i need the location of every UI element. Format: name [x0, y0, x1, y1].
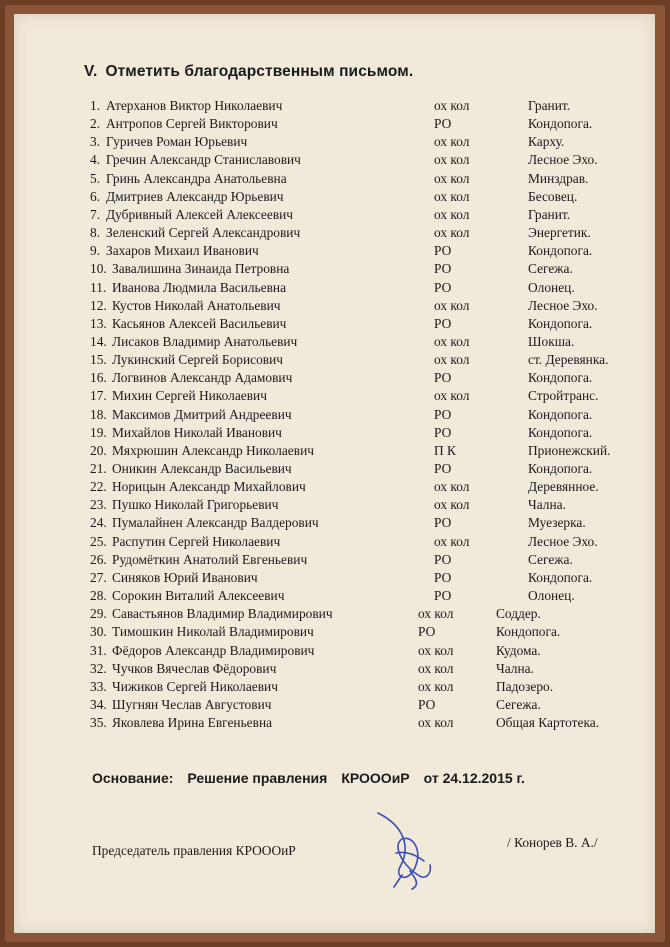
list-item: [0, 315, 670, 333]
location: Олонец.: [528, 279, 575, 295]
list-item: [0, 696, 670, 714]
organization: РО: [418, 624, 436, 640]
list-item: [0, 351, 670, 369]
location: Кондопога.: [528, 569, 593, 585]
person-name: Яковлева Ирина Евгеньевна: [112, 715, 273, 731]
item-number: 1.: [90, 98, 101, 113]
person-name: Гринь Александра Анатольевна: [106, 170, 287, 186]
location: Прионежский.: [528, 442, 611, 458]
organization: РО: [434, 315, 452, 331]
person-name: Рудомёткин Анатолий Евгеньевич: [112, 551, 308, 567]
item-number: 4.: [90, 152, 101, 168]
location: Деревянное.: [528, 479, 599, 495]
location: Гранит.: [528, 206, 571, 222]
organization: ох кол: [434, 352, 470, 368]
organization: ох кол: [434, 479, 470, 495]
item-number: 16.: [90, 370, 107, 386]
basis-text: Решение правления: [187, 770, 328, 786]
list-item: [0, 587, 670, 605]
item-number: 19.: [90, 424, 107, 440]
list-item: [0, 206, 670, 224]
person-name: Оникин Александр Васильевич: [112, 461, 292, 476]
organization: ох кол: [418, 715, 454, 731]
list-item: [0, 496, 670, 514]
location: Олонец.: [528, 588, 575, 604]
list-item: [0, 714, 670, 732]
person-name: Захаров Михаил Иванович: [106, 243, 259, 259]
list-item: [0, 133, 670, 151]
basis-line: [92, 770, 539, 786]
chairman-name: / Конорев В. А./: [507, 835, 598, 850]
location: Бесовец.: [528, 188, 578, 204]
location: ст. Деревянка.: [528, 352, 609, 368]
location: Сегежа.: [528, 551, 573, 567]
organization: П К: [434, 442, 456, 458]
section-number: V.: [84, 63, 98, 80]
location: Шокша.: [528, 333, 575, 349]
person-name: Завалишина Зинаида Петровна: [112, 261, 290, 277]
organization: РО: [434, 243, 452, 259]
person-name: Пумалайнен Александр Валдерович: [112, 515, 319, 531]
item-number: 20.: [90, 442, 107, 458]
organization: РО: [434, 551, 452, 567]
item-number: 10.: [90, 261, 107, 277]
item-number: 23.: [90, 497, 107, 513]
handwritten-signature: [372, 805, 442, 890]
location: Лесное Эхо.: [528, 533, 598, 549]
list-item: [0, 514, 670, 532]
item-number: 35.: [90, 715, 107, 731]
organization: РО: [418, 696, 436, 712]
item-number: 25.: [90, 533, 107, 549]
organization: РО: [434, 279, 452, 295]
list-item: [0, 424, 670, 442]
location: Кондопога.: [528, 315, 593, 331]
person-name: Михин Сергей Николаевич: [112, 388, 267, 404]
person-name: Лукинский Сергей Борисович: [112, 352, 284, 368]
organization: ох кол: [434, 170, 470, 186]
organization: РО: [434, 461, 452, 476]
list-item: [0, 533, 670, 551]
person-name: Гуричев Роман Юрьевич: [106, 134, 248, 150]
organization: РО: [434, 370, 452, 386]
list-item: [0, 442, 670, 460]
person-name: Сорокин Виталий Алексеевич: [112, 588, 285, 604]
item-number: 12.: [90, 297, 107, 313]
item-number: 8.: [90, 225, 101, 241]
organization: РО: [434, 515, 452, 531]
organization: РО: [434, 116, 452, 132]
item-number: 5.: [90, 170, 101, 186]
item-number: 11.: [90, 279, 107, 295]
organization: ох кол: [434, 333, 470, 349]
list-item: [0, 478, 670, 496]
item-number: 2.: [90, 116, 101, 132]
location: Сегежа.: [528, 261, 573, 277]
item-number: 24.: [90, 515, 107, 531]
organization: ох кол: [434, 533, 470, 549]
person-name: Норицын Александр Михайлович: [112, 479, 306, 495]
organization: ох кол: [434, 98, 470, 113]
location: Минздрав.: [528, 170, 589, 186]
person-name: Зеленский Сергей Александрович: [106, 225, 301, 241]
person-name: Тимошкин Николай Владимирович: [112, 624, 314, 640]
person-name: Чижиков Сергей Николаевич: [112, 678, 278, 694]
item-number: 13.: [90, 315, 107, 331]
person-name: Савастьянов Владимир Владимирович: [112, 606, 333, 622]
location: Кондопога.: [528, 116, 593, 132]
item-number: 32.: [90, 660, 107, 676]
list-item: [0, 551, 670, 569]
person-name: Дмитриев Александр Юрьевич: [106, 188, 284, 204]
list-item: [0, 224, 670, 242]
location: Стройтранс.: [528, 388, 599, 404]
location: Карху.: [528, 134, 565, 150]
organization: РО: [434, 569, 452, 585]
item-number: 7.: [90, 206, 101, 222]
item-number: 15.: [90, 352, 107, 368]
list-item: [0, 279, 670, 297]
list-item: [0, 151, 670, 169]
location: Лесное Эхо.: [528, 297, 598, 313]
person-name: Гречин Александр Станиславович: [106, 152, 301, 168]
person-name: Чучков Вячеслав Фёдорович: [112, 660, 277, 676]
list-item: [0, 678, 670, 696]
item-number: 9.: [90, 243, 101, 259]
organization: ох кол: [434, 206, 470, 222]
person-name: Пушко Николай Григорьевич: [112, 497, 279, 513]
section-heading: [84, 63, 413, 81]
person-name: Синяков Юрий Иванович: [112, 569, 258, 585]
section-title: Отметить благодарственным письмом.: [105, 63, 414, 80]
list-item: [0, 623, 670, 641]
list-item: [0, 406, 670, 424]
organization: ох кол: [434, 497, 470, 513]
item-number: 29.: [90, 606, 107, 622]
item-number: 34.: [90, 696, 107, 712]
item-number: 18.: [90, 406, 107, 422]
person-name: Антропов Сергей Викторович: [106, 116, 278, 132]
basis-label: Основание:: [92, 770, 174, 786]
item-number: 14.: [90, 333, 107, 349]
location: Кудома.: [496, 642, 541, 658]
organization: РО: [434, 424, 452, 440]
organization: ох кол: [434, 297, 470, 313]
location: Энергетик.: [528, 225, 591, 241]
item-number: 6.: [90, 188, 101, 204]
organization: РО: [434, 406, 452, 422]
person-name: Дубривный Алексей Алексеевич: [106, 206, 294, 222]
item-number: 3.: [90, 134, 101, 150]
organization: ох кол: [418, 642, 454, 658]
organization: ох кол: [434, 225, 470, 241]
location: Падозеро.: [496, 678, 554, 694]
list-item: [0, 660, 670, 678]
item-number: 21.: [90, 461, 107, 476]
item-number: 17.: [90, 388, 107, 404]
person-name: Михайлов Николай Иванович: [112, 424, 282, 440]
person-name: Лисаков Владимир Анатольевич: [112, 333, 298, 349]
organization: ох кол: [434, 388, 470, 404]
location: Гранит.: [528, 98, 571, 113]
location: Чална.: [528, 497, 566, 513]
organization: ох кол: [434, 188, 470, 204]
location: Кондопога.: [528, 461, 593, 476]
list-item: [0, 369, 670, 387]
organization: ох кол: [418, 606, 454, 622]
list-item: [0, 297, 670, 315]
location: Сегежа.: [496, 696, 541, 712]
list-item: [0, 170, 670, 188]
list-item: [0, 242, 670, 260]
list-item: [0, 642, 670, 660]
list-item: [0, 260, 670, 278]
basis-date: от 24.12.2015 г.: [423, 770, 525, 786]
person-name: Атерханов Виктор Николаевич: [106, 98, 283, 113]
person-name: Распутин Сергей Николаевич: [112, 533, 281, 549]
location: Кондопога.: [528, 243, 593, 259]
organization: ох кол: [418, 678, 454, 694]
item-number: 30.: [90, 624, 107, 640]
location: Соддер.: [496, 606, 541, 622]
location: Лесное Эхо.: [528, 152, 598, 168]
list-item: [0, 569, 670, 587]
person-name: Кустов Николай Анатольевич: [112, 297, 281, 313]
location: Кондопога.: [528, 370, 593, 386]
person-name: Логвинов Александр Адамович: [112, 370, 293, 386]
person-name: Мяхрюшин Александр Николаевич: [112, 442, 314, 458]
location: Чална.: [496, 660, 534, 676]
person-name: Касьянов Алексей Васильевич: [112, 315, 287, 331]
person-name: Шугнян Чеслав Августович: [112, 696, 272, 712]
person-name: Фёдоров Александр Владимирович: [112, 642, 315, 658]
list-item: [0, 605, 670, 623]
organization: ох кол: [418, 660, 454, 676]
location: Кондопога.: [496, 624, 561, 640]
item-number: 31.: [90, 642, 107, 658]
item-number: 26.: [90, 551, 107, 567]
item-number: 28.: [90, 588, 107, 604]
list-item: [0, 115, 670, 133]
location: Кондопога.: [528, 424, 593, 440]
location: Муезерка.: [528, 515, 586, 531]
location: Кондопога.: [528, 406, 593, 422]
item-number: 27.: [90, 569, 107, 585]
person-name: Иванова Людмила Васильевна: [112, 279, 287, 295]
item-number: 22.: [90, 479, 107, 495]
organization: РО: [434, 261, 452, 277]
person-name: Максимов Дмитрий Андреевич: [112, 406, 292, 422]
location: Общая Картотека.: [496, 715, 600, 731]
organization: ох кол: [434, 152, 470, 168]
list-item: [0, 188, 670, 206]
organization: ох кол: [434, 134, 470, 150]
list-item: [0, 333, 670, 351]
item-number: 33.: [90, 678, 107, 694]
chairman-title: Председатель правления КРОООиР: [92, 843, 296, 858]
list-item: [0, 97, 670, 115]
basis-org: КРОООиР: [341, 770, 410, 786]
list-item: [0, 460, 670, 478]
list-item: [0, 387, 670, 405]
organization: РО: [434, 588, 452, 604]
